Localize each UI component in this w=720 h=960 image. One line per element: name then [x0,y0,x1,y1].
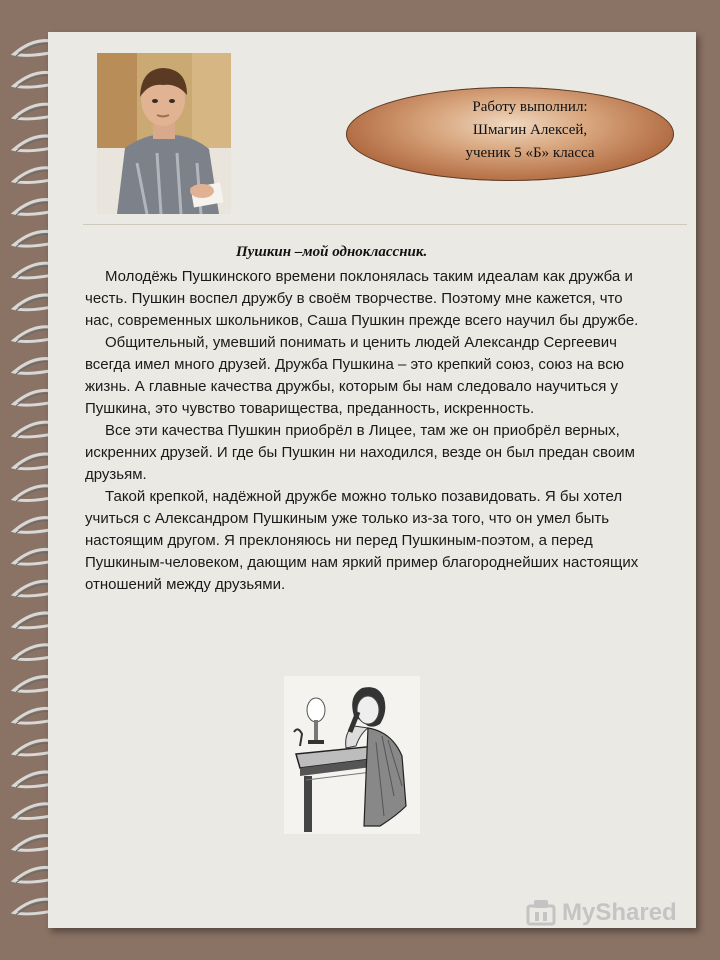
myshared-watermark [526,893,677,933]
author-line-2: Шмагин Алексей, [472,122,588,138]
essay-paragraph: Молодёжь Пушкинского времени поклонялась таким идеалам как дружба и честь. Пушкин воспел дружбу в своём творчестве. Поэтому мне кажется, что нас, современных школьников, Саша Пушкин прежде всего научил бы дружбе. [85,268,639,329]
essay-body [85,266,641,596]
divider [83,224,687,225]
essay-paragraph: Такой крепкой, надёжной дружбе можно только позавидовать. Я бы хотел учиться с Александром Пушкиным уже только из-за того, что он умел быть настоящим другом. Я преклоняюсь ни перед Пушкиным-поэтом, а перед Пушкиным-человеком, дающим нам яркий пример благороднейших настоящих отношений между друзьями. [85,488,639,593]
myshared-logo-icon [526,898,556,928]
essay-paragraph: Общительный, умевший понимать и ценить людей Александр Сергеевич всегда имел много друзей. Дружба Пушкина – это крепкий союз, союз на всю жизнь. А главные качества дружбы, которым бы нам следовало научиться у Пушкина, это чувство товарищества, преданность, искренность. [85,334,624,417]
pushkin-engraving [284,676,420,834]
essay-paragraph: Все эти качества Пушкин приобрёл в Лицее, там же он приобрёл верных, искренних друзей. И где бы Пушкин ни находился, везде он был предан своим друзьям. [85,422,635,483]
author-line-3: ученик 5 «Б» класса [465,145,595,161]
watermark-text: MyShared [562,899,677,926]
student-photo [97,53,231,214]
author-credit [420,96,640,165]
essay-title: Пушкин –мой одноклассник. [236,244,428,260]
author-line-1: Работу выполнил: [472,99,588,115]
